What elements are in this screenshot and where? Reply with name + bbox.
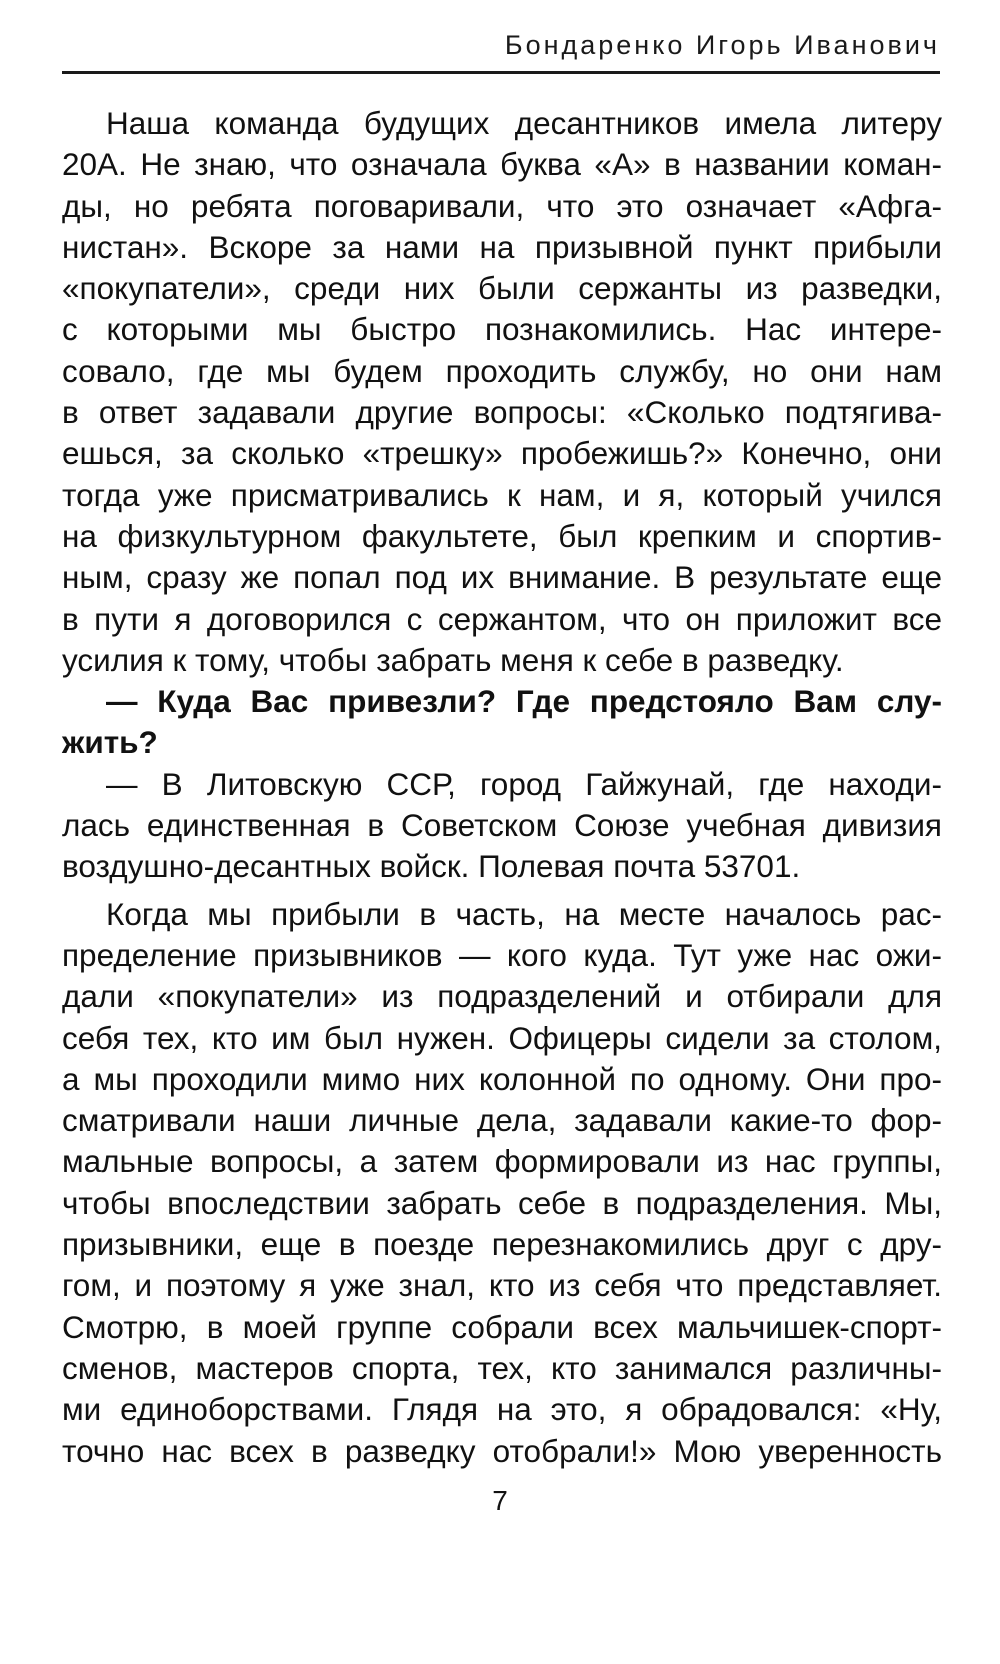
text-line: в пути я договорился с сержантом, что он приложит все: [62, 600, 942, 637]
text-line: лась единственная в Советском Союзе учебная дивизия: [62, 807, 942, 844]
text-line: Наша команда будущих десантников имела литеру: [106, 105, 942, 141]
text-line: нистан». Вскоре за нами на призывной пункт прибыли: [62, 228, 942, 265]
paragraph-narrative: [62, 894, 942, 1472]
paragraph-question: [62, 681, 942, 764]
text-line: гом, и поэтому я уже знал, кто из себя что представляет.: [62, 1267, 942, 1304]
text-line: сматривали наши личные дела, задавали какие-то фор-: [62, 1102, 942, 1139]
question-line: жить?: [62, 724, 158, 761]
page-number: 7: [492, 1485, 508, 1516]
text-line: ешься, за сколько «трешку» пробежишь?» Конечно, они: [62, 435, 942, 472]
text-line: себя тех, кто им был нужен. Офицеры сидели за столом,: [62, 1019, 942, 1056]
text-line: с которыми мы быстро познакомились. Нас интере-: [62, 311, 942, 348]
text-line: дали «покупатели» из подразделений и отбирали для: [62, 978, 942, 1015]
text-line: ным, сразу же попал под их внимание. В результате еще: [62, 559, 942, 596]
paragraph-answer: [62, 764, 942, 888]
text-line: совало, где мы будем проходить службу, но они нам: [62, 352, 942, 389]
text-line: мальные вопросы, а затем формировали из нас группы,: [62, 1143, 942, 1180]
text-line: Смотрю, в моей группе собрали всех мальчишек-спорт-: [62, 1308, 942, 1345]
text-line: 20А. Не знаю, что означала буква «А» в названии коман-: [62, 146, 942, 183]
text-line: ми единоборствами. Глядя на это, я обрадовался: «Ну,: [62, 1391, 942, 1428]
text-line: «покупатели», среди них были сержанты из разведки,: [62, 270, 942, 307]
text-line: а мы проходили мимо них колонной по одному. Они про-: [62, 1060, 942, 1097]
text-line: на физкультурном факультете, был крепким и спортив-: [62, 517, 942, 554]
text-line: пределение призывников — кого куда. Тут уже нас ожи-: [62, 936, 942, 973]
text-line: чтобы впоследствии забрать себе в подразделения. Мы,: [62, 1184, 942, 1221]
header-rule: [62, 71, 940, 74]
paragraph-narrative: [62, 103, 942, 681]
text-line: Когда мы прибыли в часть, на месте началось рас-: [106, 895, 942, 932]
body-text: [62, 103, 942, 1472]
text-line: призывники, еще в поезде перезнакомились друг с дру-: [62, 1226, 942, 1263]
text-line: — В Литовскую ССР, город Гайжунай, где находи-: [106, 765, 942, 802]
text-line: воздушно-десантных войск. Полевая почта 53701.: [62, 848, 801, 885]
text-line: точно нас всех в разведку отобрали!» Мою уверенность: [62, 1432, 942, 1469]
question-line: — Куда Вас привезли? Где предстояло Вам слу-: [106, 683, 942, 720]
running-header-author: Бондаренко Игорь Иванович: [504, 30, 940, 60]
text-line: усилия к тому, чтобы забрать меня к себе в разведку.: [62, 641, 844, 678]
text-line: ды, но ребята поговаривали, что это означает «Афга-: [62, 187, 942, 224]
text-line: сменов, мастеров спорта, тех, кто занимался различны-: [62, 1349, 942, 1386]
text-line: тогда уже присматривались к нам, и я, который учился: [62, 476, 942, 513]
text-line: в ответ задавали другие вопросы: «Сколько подтягива-: [62, 394, 942, 431]
